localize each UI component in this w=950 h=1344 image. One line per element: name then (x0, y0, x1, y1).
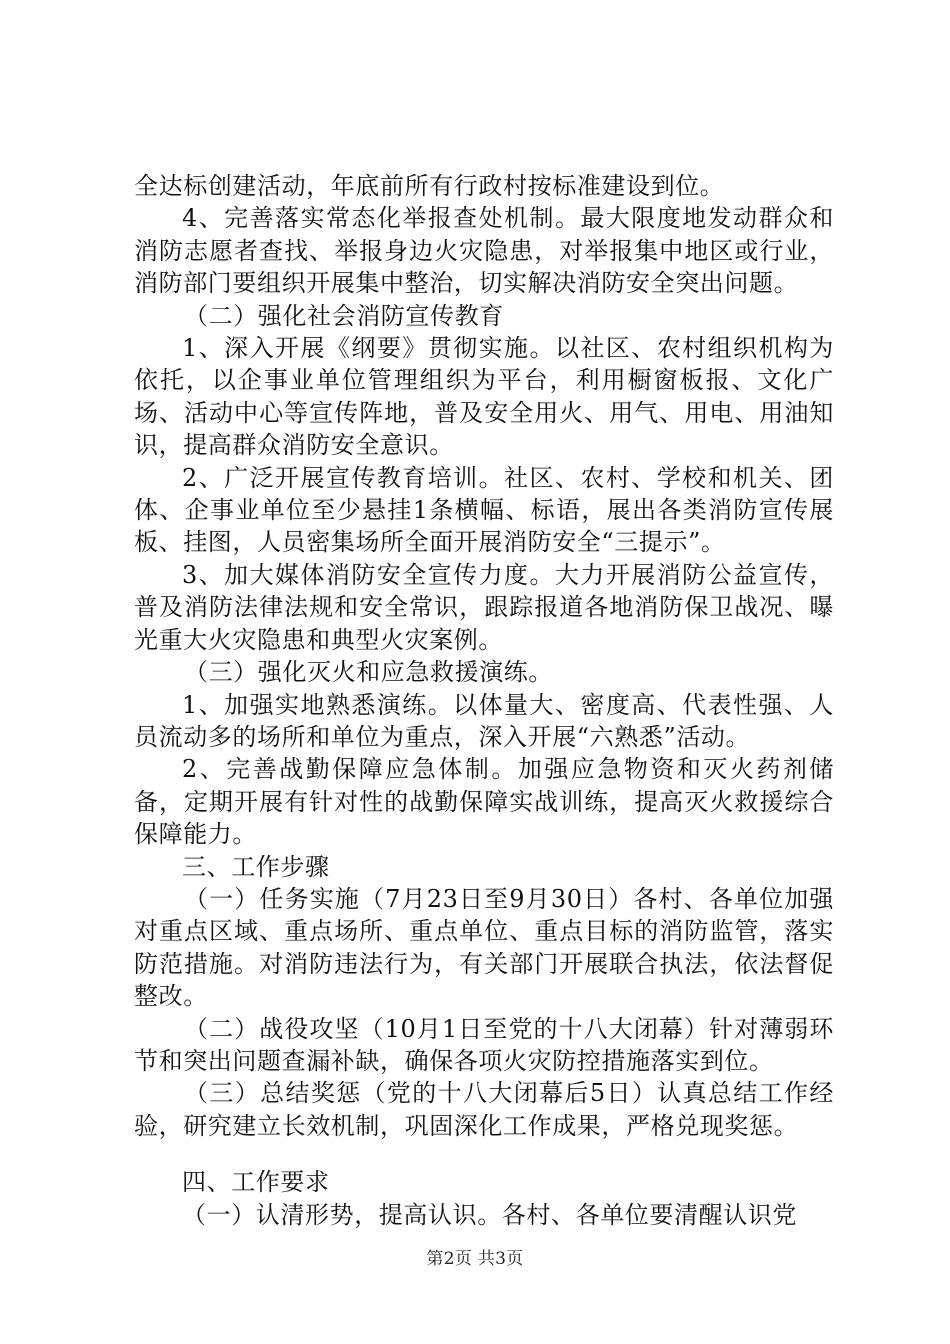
paragraph-3: 1、深入开展《纲要》贯彻实施。以社区、农村组织机构为依托，以企事业单位管理组织为平台，利用橱窗板报、文化广场、活动中心等宣传阵地，普及安全用火、用气、用电、用油知识，提高群众消防安全意识。 (134, 334, 834, 460)
paragraph-10: （三）总结奖惩（党的十八大闭幕后5日）认真总结工作经验，研究建立长效机制，巩固深化工作成果，严格兑现奖惩。 (134, 1079, 834, 1140)
document-body (134, 170, 834, 1231)
paragraph-6: 1、加强实地熟悉演练。以体量大、密度高、代表性强、人员流动多的场所和单位为重点，深入开展“六熟悉”活动。 (134, 690, 834, 751)
paragraph-8: （一）任务实施（7月23日至9月30日）各村、各单位加强对重点区域、重点场所、重点单位、重点目标的消防监管，落实防范措施。对消防违法行为，有关部门开展联合执法，依法督促整改。 (134, 884, 834, 1011)
section-heading-2: （二）强化社会消防宣传教育 (184, 301, 504, 330)
paragraph-9: （二）战役攻坚（10月1日至党的十八大闭幕）针对薄弱环节和突出问题查漏补缺，确保各项火灾防控措施落实到位。 (134, 1014, 834, 1075)
paragraph-1: 全达标创建活动，年底前所有行政村按标准建设到位。 (134, 172, 725, 200)
chapter-heading-3: 三、工作步骤 (182, 852, 330, 881)
chapter-heading-4: 四、工作要求 (182, 1168, 330, 1197)
section-heading-3: （三）强化灭火和应急救援演练。 (184, 658, 553, 687)
paragraph-5: 3、加大媒体消防安全宣传力度。大力开展消防公益宣传，普及消防法律法规和安全常识，跟踪报道各地消防保卫战况、曝光重大火灾隐患和典型火灾案例。 (134, 560, 834, 654)
paragraph-11: （一）认清形势，提高认识。各村、各单位要清醒认识党 (182, 1200, 797, 1229)
page-number-footer: 第2页 共3页 (426, 1249, 524, 1269)
paragraph-4: 2、广泛开展宣传教育培训。社区、农村、学校和机关、团体、企事业单位至少悬挂1条横幅、标语，展出各类消防宣传展板、挂图，人员密集场所全面开展消防安全“三提示”。 (134, 463, 834, 557)
paragraph-7: 2、完善战勤保障应急体制。加强应急物资和灭火药剂储备，定期开展有针对性的战勤保障实战训练，提高灭火救援综合保障能力。 (134, 755, 834, 849)
paragraph-2: 4、完善落实常态化举报查处机制。最大限度地发动群众和消防志愿者查找、举报身边火灾隐患，对举报集中地区或行业，消防部门要组织开展集中整治，切实解决消防安全突出问题。 (134, 204, 834, 298)
